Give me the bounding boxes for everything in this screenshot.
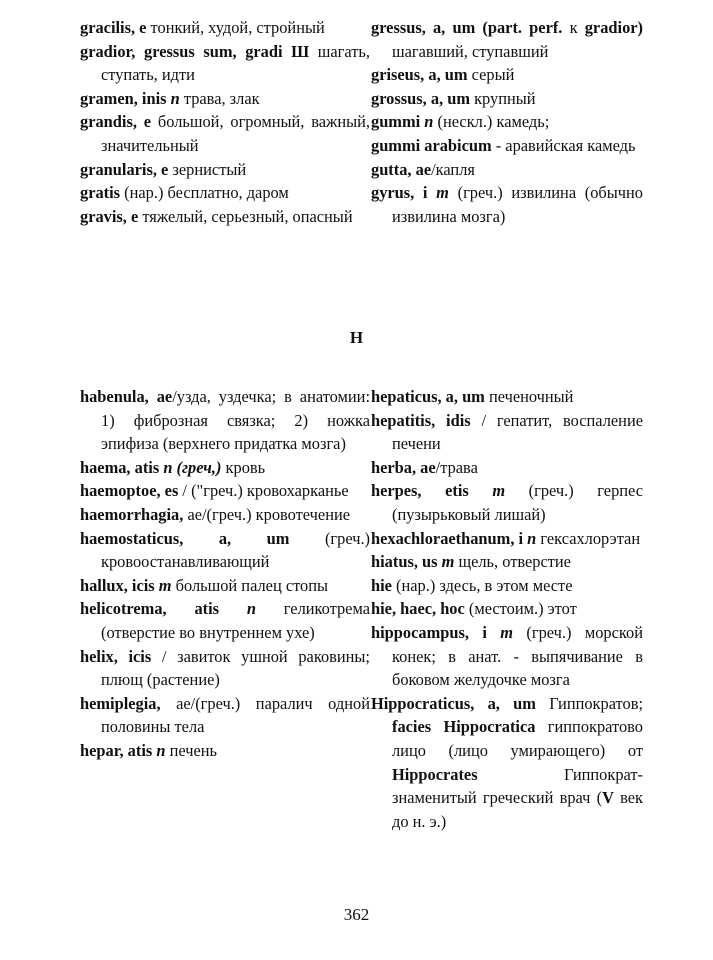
definition: гексахлорэтан [536,528,641,548]
grammar-mark: m [154,575,172,595]
definition: (греч.) кровоостанавливающий [101,528,370,572]
definition: геликотрема (отверстие во внутреннем ухе) [101,599,370,642]
grammar-mark: m [468,481,506,501]
dictionary-entry [80,479,370,503]
headword: haema, atis [80,457,160,477]
definition: гиппократово лицо (лицо умирающего) от [392,717,643,760]
headword: V [602,788,614,808]
definition: зернистый [168,159,247,179]
headword: hallux, icis [80,575,155,595]
dictionary-entry [80,574,370,598]
dictionary-entry [80,385,370,456]
headword: hippocampus, i [371,622,487,642]
definition: / завиток ушной раковины; плющ (растение) [101,646,370,690]
definition: щель, отверстие [454,552,571,572]
dictionary-entry [80,645,370,692]
definition: печеночный [484,387,574,406]
headword: gracilis, e [80,18,147,37]
dictionary-entry [371,87,643,111]
headword: facies Hippocratica [392,717,536,737]
dictionary-entry [371,479,643,526]
headword: granularis, e [80,159,169,179]
definition: / гепатит, воспаление печени [392,410,644,454]
definition: (греч.) герпес (пузырьковый лишай) [392,481,643,524]
dictionary-entry [371,574,643,598]
grammar-mark: n (греч,) [159,457,222,477]
definition: шагавший, ступавший [392,41,549,61]
headword: gramen, inis [80,88,167,108]
definition: ae/(греч.) кровотечение [183,504,351,524]
headword: Hippocrates [392,764,478,784]
section-letter: H [349,328,364,347]
headword: hie, haec, hoc [371,599,465,619]
headword: haemorrhagia, [80,504,184,524]
definition: тяжелый, серьезный, опасный [138,206,353,226]
column-g-right [371,16,643,228]
dictionary-entry [371,409,643,456]
dictionary-entry [80,40,370,87]
dictionary-entry [80,87,370,111]
definition: к [562,18,585,37]
dictionary-entry [371,550,643,574]
headword: gratis [80,183,121,203]
headword: haemostaticus, a, um [80,528,290,548]
headword: hepar, atis [80,740,153,760]
definition: (греч.) извилина (обычно извилина мозга) [392,183,643,226]
dictionary-entry [371,385,643,409]
headword: helicotrema, atis [80,599,220,619]
grammar-mark: n [152,740,166,760]
headword: grossus, a, um [371,88,470,108]
dictionary-entry [371,597,643,621]
headword: hepatitis, idis [371,410,471,430]
dictionary-entry [80,16,370,40]
definition: (нескл.) камедь; [433,112,550,132]
headword: gradior, gressus sum, gradi Ш [80,41,310,61]
definition: трава, злак [179,88,260,108]
dictionary-entry [371,621,643,692]
dictionary-entry [371,63,643,87]
definition: (местоим.) этот [464,599,577,619]
headword: grandis, e [80,112,152,132]
column-g-left [80,16,370,228]
dictionary-entry [80,692,370,739]
definition: кровь [221,457,266,477]
dictionary-entry [80,456,370,480]
headword: herba, ae [371,457,436,477]
grammar-mark: m [437,552,455,572]
definition: тонкий, худой, стройный [146,18,325,37]
dictionary-entry [80,739,370,763]
headword: habenula, ae [80,387,173,406]
definition: большой палец стопы [171,575,329,595]
headword: gyrus, i [371,183,428,203]
headword: herpes, etis [371,481,469,501]
dictionary-entry [371,692,643,834]
dictionary-entry [371,110,643,134]
dictionary-entry [371,456,643,480]
definition: - аравийская камедь [491,135,636,155]
headword: hexachloraethanum, i [371,528,524,548]
dictionary-entry [80,110,370,157]
definition: ae/(греч.) паралич одной половины тела [101,693,370,737]
definition: /трава [435,457,478,477]
definition: / ("греч.) кровохарканье [178,481,349,501]
headword: gummi [371,112,421,132]
definition: крупный [469,88,536,108]
dictionary-entry [371,16,643,63]
definition: Гиппократов; [535,693,643,713]
definition: шагать, ступать, идти [101,41,370,85]
dictionary-entry [80,181,370,205]
column-h-left [80,385,370,763]
definition: (нар.) бесплатно, даром [120,183,289,203]
grammar-mark: n [523,528,537,548]
grammar-mark: n [166,88,180,108]
column-h-right [371,385,643,833]
headword: hemiplegia, [80,693,161,713]
headword: gressus, a, um (part. perf. [371,18,563,37]
definition: (греч.) морской конек; в анат. - выпячивание в боковом желудочке мозга [392,622,643,690]
definition: (нар.) здесь, в этом месте [391,575,573,595]
dictionary-entry [80,527,370,574]
definition: /капля [431,159,475,179]
headword: gravis, e [80,206,139,226]
definition: серый [467,65,515,85]
definition: век до н. э.) [392,788,644,831]
grammar-mark: n [420,112,434,132]
dictionary-entry [371,134,643,158]
dictionary-entry [371,158,643,182]
headword: gutta, ae [371,159,432,179]
headword: griseus, a, um [371,65,468,85]
headword: gummi arabicum [371,135,492,155]
grammar-mark: m [427,183,449,203]
definition: /узда, уздечка; в анатомии: 1) фиброзная связка; 2) ножка эпифиза (верхнего придатка мозга) [101,387,370,454]
grammar-mark: m [486,622,514,642]
headword: hepaticus, a, um [371,387,485,406]
page-number: 362 [343,905,370,924]
dictionary-entry [371,181,643,228]
dictionary-entry [80,503,370,527]
headword: hiatus, us [371,552,438,572]
dictionary-entry [80,205,370,229]
grammar-mark: n [219,599,256,619]
headword: hie [371,575,392,595]
definition: большой, огромный, важный, значительный [101,112,370,155]
dictionary-entry [80,597,370,644]
headword: gradior) [584,18,643,37]
headword: Hippocraticus, a, um [371,693,536,713]
dictionary-entry [80,158,370,182]
definition: печень [165,740,217,760]
definition: Гиппократ-знаменитый греческий врач ( [392,764,643,808]
dictionary-entry [371,527,643,551]
headword: helix, icis [80,646,152,666]
headword: haemoptoe, es [80,481,179,501]
